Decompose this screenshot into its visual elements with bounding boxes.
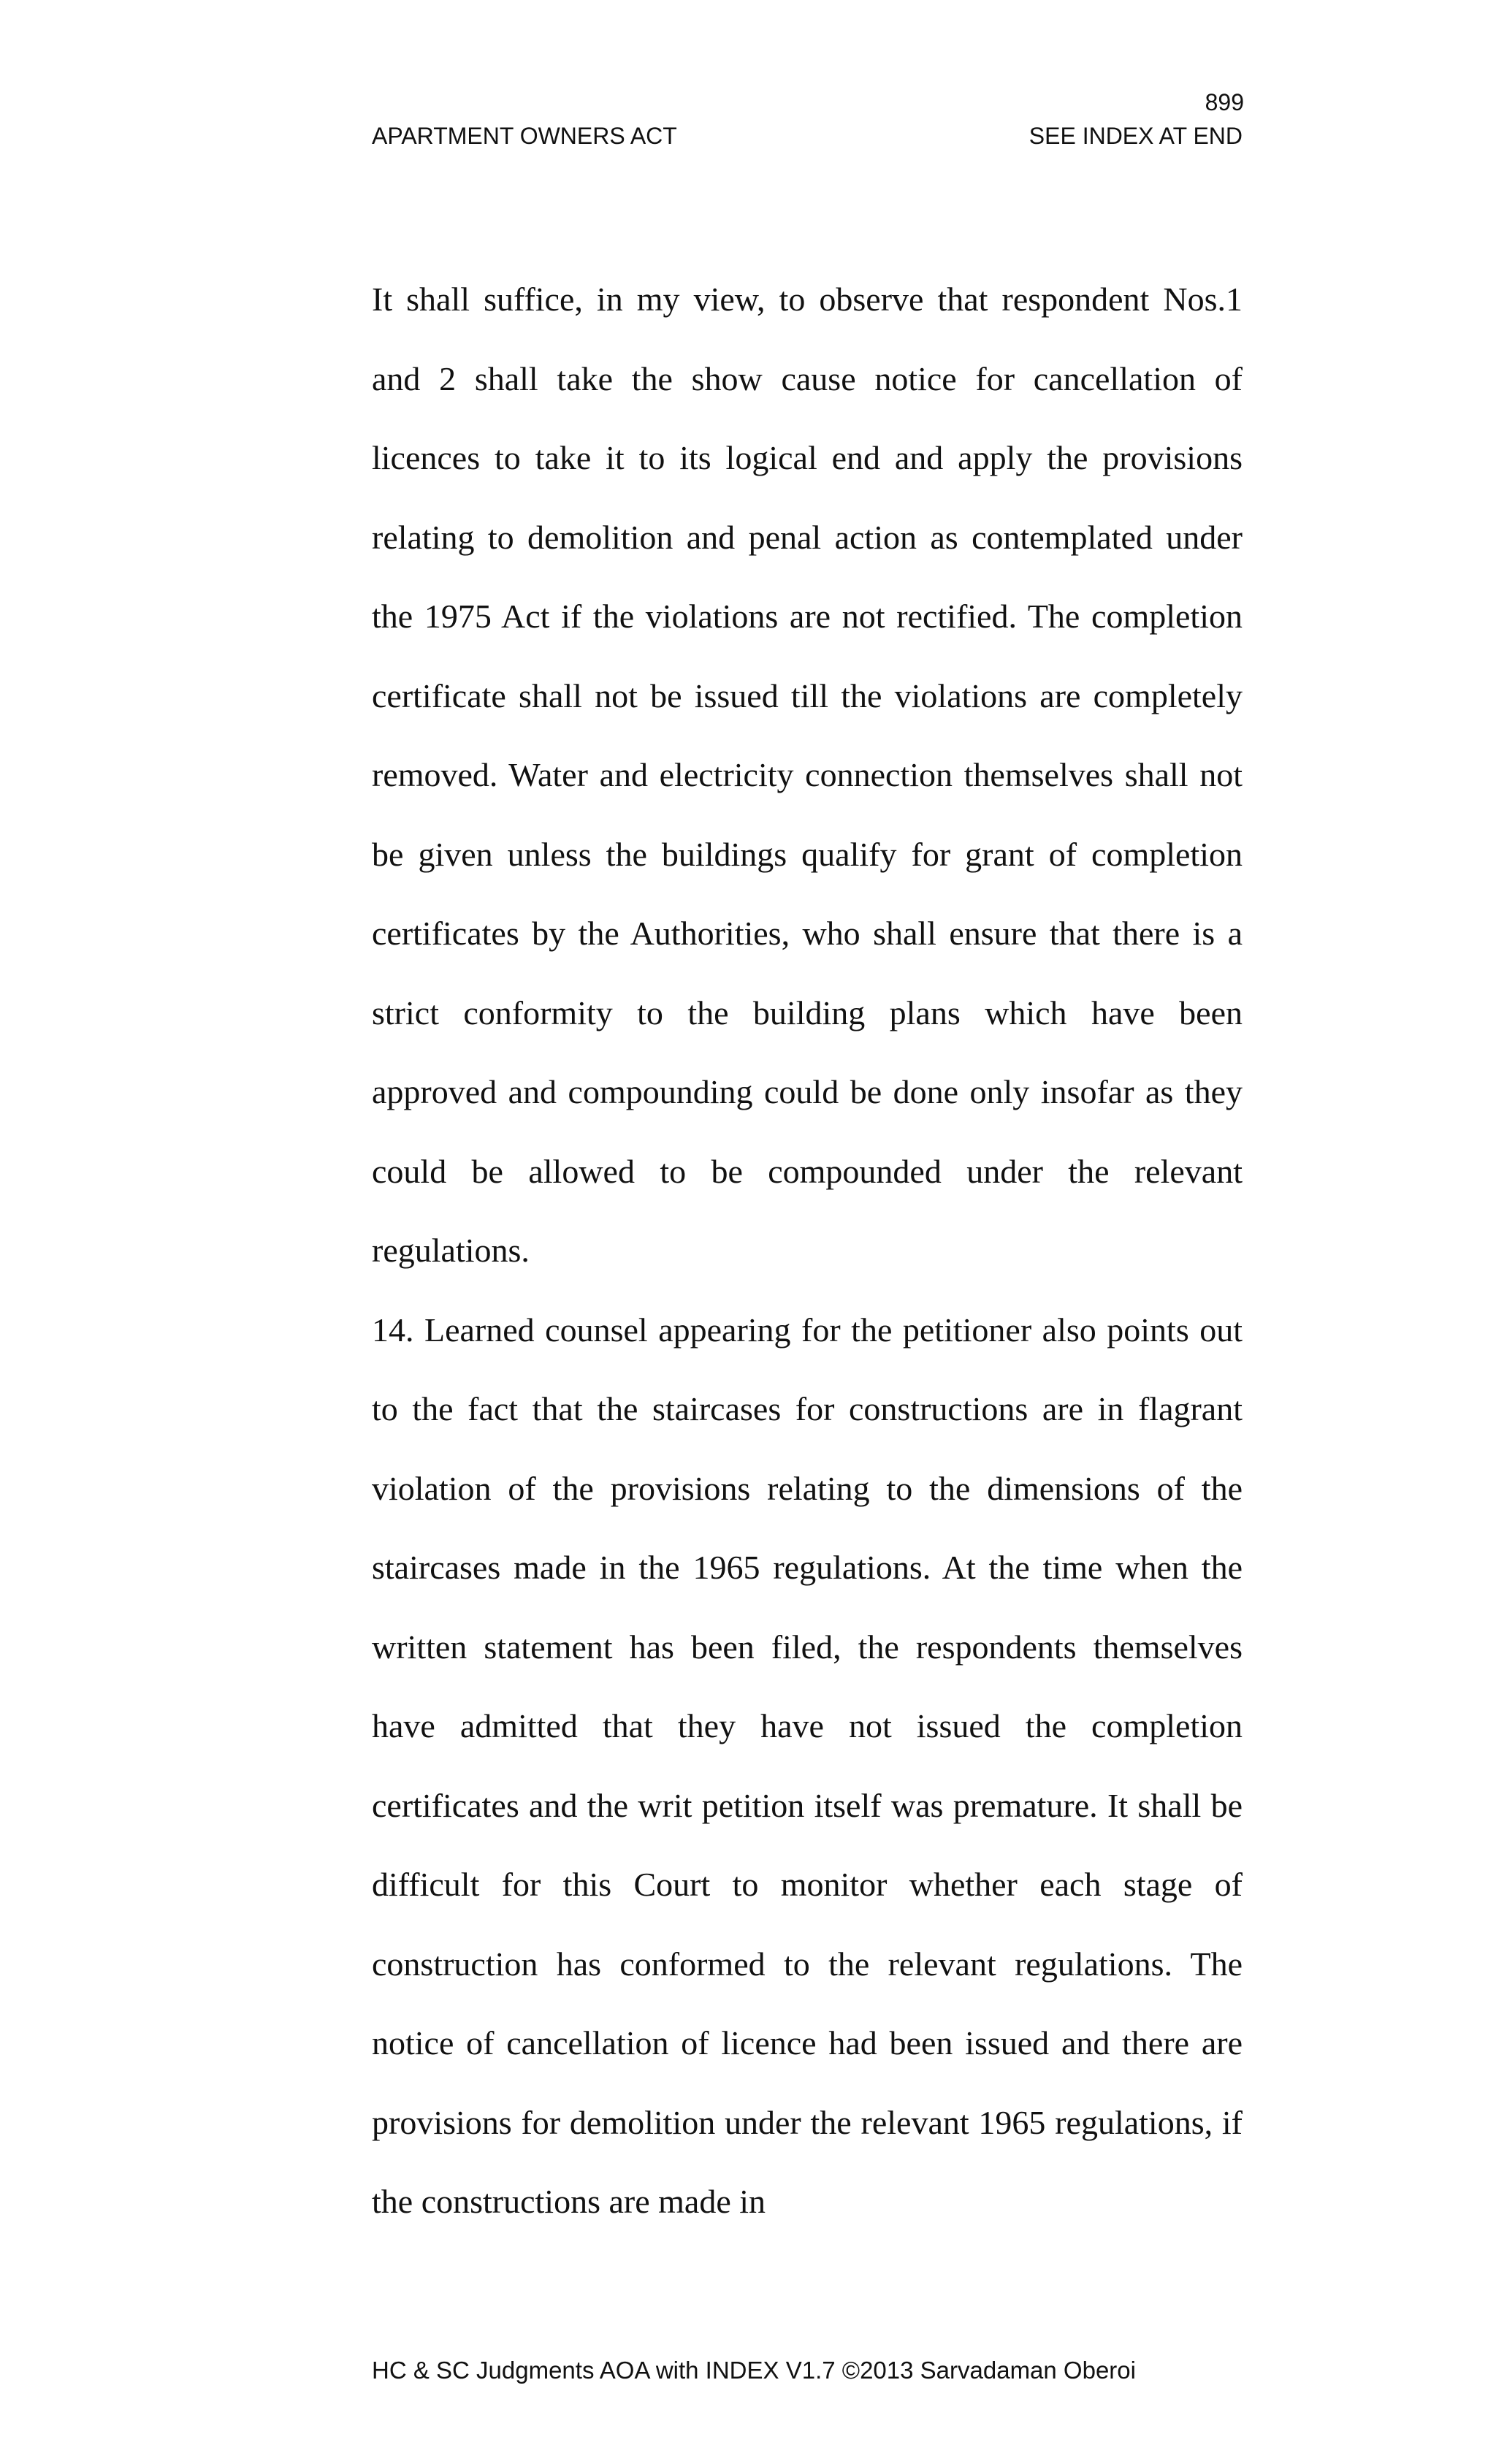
running-header [372,121,1243,150]
paragraph-1: It shall suffice, in my view, to observe that respondent Nos.1 and 2 shall take the show cause notice for cancellation of licences to take it to its logical end and apply the provisions relating to demolition and penal action as contemplated under the 1975 Act if the violations are not rectified. The completion certificate shall not be issued till the violations are completely removed. Water and electricity connection themselves shall not be given unless the buildings qualify for grant of completion certificates by the Authorities, who shall ensure that there is a strict conformity to the building plans which have been approved and compounding could be done only insofar as they could be allowed to be compounded under the relevant regulations. [372,281,1243,1269]
page-number: 899 [1205,89,1244,115]
paragraph-14: 14. Learned counsel appearing for the petitioner also points out to the fact that the staircases for constructions are in flagrant violation of the provisions relating to the dimensions of the staircases made in the 1965 regulations. At the time when the written statement has been filed, the respondents themselves have admitted that they have not issued the completion certificates and the writ petition itself was premature. It shall be difficult for this Court to monitor whether each stage of construction has conformed to the relevant regulations. The notice of cancellation of licence had been issued and there are provisions for demolition under the relevant 1965 regulations, if the constructions are made in [372,1311,1243,2220]
header-right-note: SEE INDEX AT END [1028,123,1243,149]
header-left-title: APARTMENT OWNERS ACT [372,123,677,149]
page-footer: HC & SC Judgments AOA with INDEX V1.7 ©2013 Sarvadaman Oberoi [372,2357,1136,2384]
judgment-text [372,260,1243,2242]
